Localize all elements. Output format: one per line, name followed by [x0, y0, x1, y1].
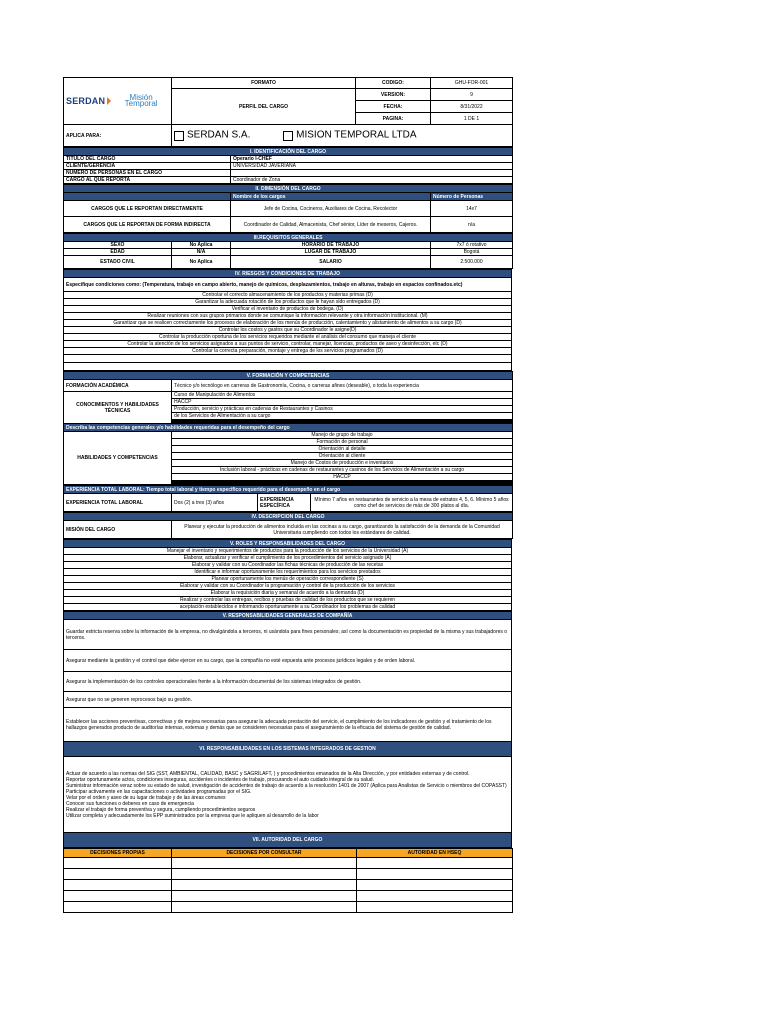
formacion-table: [63, 371, 513, 485]
lugar-value: Bogotá: [431, 249, 513, 256]
riesgos-header: IV. RIESGOS Y CONDICIONES DE TRABAJO: [64, 270, 512, 278]
dimension-table: [63, 184, 513, 233]
formato-label: FORMATO: [172, 78, 356, 89]
roles-table: [63, 539, 512, 611]
autoridad-cell: [357, 858, 513, 869]
perfil-del-cargo-sheet: [63, 77, 512, 913]
compania-item: Establecer las acciones preventivas, correctivas y de mejora necesarias para asegurar la adecuada prestación del servicio, el cumplimiento de los indicadores de gestión y el tratamiento de los hallazgos generados producto de auditorías internas, externas y demás que se consideren necesarias para el aseguramiento de la eficacia del sistema de gestión de calidad.: [64, 708, 512, 742]
sig-item: Suministrar información veraz sobre su estado de salud, investigación de accidentes de trabajo de acuerdo a la resolución 1401 de 2007 (Aplica para Analistas de Servicio o miembros del COPASST): [66, 782, 507, 789]
civil-label: ESTADO CIVIL: [64, 256, 172, 269]
sig-item: Velar por el orden y aseo de su lugar de trabajo y de las áreas comunes: [66, 794, 226, 801]
conocimientos-label: CONOCIMIENTOS Y HABILIDADES TÉCNICAS: [64, 392, 172, 424]
rol-item: Manejar el inventario y requerimientos de productos para la producción de los servicios de la Universidad (A): [64, 548, 512, 555]
habilidad-item: HACCP: [172, 474, 513, 481]
id-value: Coordinador de Zona: [231, 177, 513, 184]
riesgo-item: Garantizar la adecuada rotación de los productos que le hayan sido entregados (D): [64, 299, 512, 306]
mision-option-label: MISION TEMPORAL LTDA: [296, 128, 417, 140]
mision-value: Planear y ejecutar la producción de alimentos incluida en las cocinas a su cargo, garantizando la satisfacción de la demanda de la Comunidad Universitaria cumpliendo con todos los estándares de calidad.: [172, 521, 513, 539]
edad-value: N/A: [172, 249, 231, 256]
id-key: CARGO AL QUE REPORTA: [64, 177, 231, 184]
riesgo-item: Verificar el inventario de productos de bodega. (D): [64, 306, 512, 313]
exp-especifica-value: Mínimo 7 años en restaurantes de servicio a la mesa de estratos 4, 5, 6. Mínimo 5 años como chef de servicios de más de 300 platos al día.: [311, 494, 513, 512]
sig-item: Participar activamente en las capacitaciones o actividades programadas por el SIG.: [66, 788, 252, 795]
aplica-label: APLICA PARA:: [64, 125, 172, 147]
academica-label: FORMACIÓN ACADÉMICA: [64, 380, 172, 392]
experiencia-intro: EXPERIENCIA TOTAL LABORAL: Tiempo total laboral y tiempo especifico requerido para el desempeño en el cargo: [64, 486, 513, 494]
autoridad-cell: [64, 880, 172, 891]
dim-key: CARGOS QUE LE REPORTAN DE FORMA INDIRECTA: [64, 217, 231, 233]
rol-item: Identificar e informar oportunamente los requerimientos para los servicios prestados: [64, 569, 512, 576]
autoridad-header: VII. AUTORIDAD DEL CARGO: [64, 833, 512, 848]
requisitos-header: III.REQUISITOS GENERALES: [64, 234, 513, 242]
habilidad-item: Orientación al cliente: [172, 453, 513, 460]
salario-label: SALARIO: [231, 256, 431, 269]
rol-item: Elaborar la requisición diaria y semanal de acuerdo a la demanda (D): [64, 590, 512, 597]
sig-item: Utilizar completa y adecuadamente los EPP suministrados por la empresa que le apliquen al desarrollo de la labor: [66, 812, 319, 819]
riesgos-intro: Especifique condiciones como: (Temperatura, trabajo en campo abierto, manejo de químicos, desplazamientos, trabajo en alturas, trabajo en espacios confinados.etc): [64, 278, 512, 292]
logo-arrow-icon: [107, 97, 111, 105]
habilidad-item: Formación de personal: [172, 439, 513, 446]
compania-item: Asegurar la implementación de los controles operacionales frente a la información documental de los sistemas integrados de gestión.: [64, 672, 512, 692]
autoridad-cell: [357, 880, 513, 891]
edad-label: EDAD: [64, 249, 172, 256]
dim-value: Jefe de Cocina, Cocineros, Auxiliares de Cocina, Recolector: [231, 201, 431, 217]
dim-num: n/a: [431, 217, 513, 233]
riesgo-item: Controlar la producción oportuna de los servicios requeridos mediante el análisis del consumo que maneja el cliente: [64, 334, 512, 341]
formacion-header: V. FORMACIÓN Y COMPETENCIAS: [64, 372, 513, 380]
col-num: Número de Personas: [431, 193, 513, 201]
dim-num: 14x7: [431, 201, 513, 217]
header-table: [63, 77, 513, 147]
riesgos-table: [63, 269, 512, 371]
autoridad-cell: [64, 869, 172, 880]
lugar-label: LUGAR DE TRABAJO: [231, 249, 431, 256]
autoridad-cell: [172, 891, 357, 902]
blank-row: [64, 363, 512, 371]
sig-item: Actuar de acuerdo a las normas del SIG (SST, AMBIENTAL, CALIDAD, BASC y SAGRILAFT, ) y procedimientos emanados de la Alta Dirección, y por entidades externas y de control.: [66, 770, 470, 777]
fecha-label: FECHA:: [356, 101, 431, 113]
habilidades-label: HABILIDADES Y COMPETENCIAS: [64, 432, 172, 485]
id-key: TITULO DEL CARGO: [64, 156, 231, 163]
sig-items-cell: [64, 757, 512, 833]
codigo-label: CODIGO:: [356, 78, 431, 89]
id-value: [231, 170, 513, 177]
codigo-value: GHU-FOR-001: [431, 78, 513, 89]
autoridad-cell: [172, 880, 357, 891]
conocimiento-item: Producción, servicio y prácticas en cadenas de Restaurantes y Casinos: [172, 406, 513, 413]
roles-header: V. ROLES Y RESPONSABILIDADES DEL CARGO: [64, 540, 512, 548]
exp-total-label: EXPERIENCIA TOTAL LABORAL: [64, 494, 172, 512]
blank-row: [64, 355, 512, 363]
mision-checkbox[interactable]: [283, 131, 293, 141]
pagina-value: 1 DE 1: [431, 113, 513, 125]
id-value: UNIVERSIDAD JAVERIANA: [231, 163, 513, 170]
habilidad-item: Manejo de Costos de producción e inventarios: [172, 460, 513, 467]
rol-item: Elaborar y validar con su Coordinador las fichas técnicas de producción de las recetas: [64, 562, 512, 569]
autoridad-cell: [357, 902, 513, 913]
logo-sub-text: Misión Temporal: [124, 93, 158, 108]
col-decisiones-propias: DECISIONES PROPIAS: [64, 849, 172, 858]
rol-item: Planear oportunamente los menús de operación correspondiente (S): [64, 576, 512, 583]
sig-item: Conocer sus funciones o deberes en caso de emergencia: [66, 800, 194, 807]
habilidades-intro: Describa las competencias generales y/o habilidades requeridas para el desempeño del cargo: [64, 424, 513, 432]
exp-especifica-label: EXPERIENCIA ESPECÍFICA: [258, 494, 311, 512]
autoridad-cell: [64, 858, 172, 869]
serdan-option-label: SERDAN S.A.: [187, 128, 251, 140]
horario-label: HORARIO DE TRABAJO: [231, 242, 431, 249]
habilidad-item: Inclusión laboral - prácticas en cadenas de restaurantes y casinos de los Servicios de Alimentación a su cargo: [172, 467, 513, 474]
habilidad-item: Manejo de grupo de trabajo: [172, 432, 513, 439]
col-decisiones-consultar: DECISIONES POR CONSULTAR: [172, 849, 357, 858]
conocimiento-item: HACCP: [172, 399, 513, 406]
dimension-blank: [64, 193, 231, 201]
serdan-logo: [66, 95, 169, 107]
dimension-header: II. DIMENSIÓN DEL CARGO: [64, 185, 513, 193]
compania-header: V. RESPONSABILIDADES GENERALES DE COMPAÑÍA: [64, 612, 512, 620]
logo-cell: [64, 78, 172, 125]
descripcion-table: [63, 512, 513, 539]
mision-label: MISIÓN DEL CARGO: [64, 521, 172, 539]
autoridad-cell: [172, 858, 357, 869]
compania-table: [63, 611, 512, 848]
habilidad-item: Orientación al detalle: [172, 446, 513, 453]
sexo-value: No Aplica: [172, 242, 231, 249]
autoridad-cell: [357, 869, 513, 880]
rol-item: Elaborar, actualizar y verificar el cumplimiento de los procedimientos del servicio asignado (A): [64, 555, 512, 562]
identificacion-table: [63, 147, 513, 184]
identificacion-header: I. IDENTIFICACIÓN DEL CARGO: [64, 148, 513, 156]
autoridad-cell: [172, 902, 357, 913]
compania-item: Guardar estricta reserva sobre la información de la empresa, no divulgándola a terceros, ni usándola para fines personales; así como la documentación es propiedad de la misma y sus trabajadores o terceros.: [64, 620, 512, 650]
sig-item: Reportar oportunamente actos, condiciones inseguras, accidentes o incidentes de trabajo, procurando el auto cuidado integral de su salud.: [66, 776, 374, 783]
civil-value: No Aplica: [172, 256, 231, 269]
dim-value: Coordinador de Calidad, Almacenista, Chef sénior, Líder de meseros, Cajeros.: [231, 217, 431, 233]
academica-value: Técnico y/o tecnólogo en carreras de Gastronomía, Cocina, o carreras afines (deseable), o toda la experiencia: [172, 380, 513, 392]
riesgo-item: Controlar la atención de los servicios asignados a sus puntos de servicio, controlar, manejar, licencias, productos de aseo y desinfección, etc (D): [64, 341, 512, 348]
rol-item: Realizar y controlar las entregas, recibos y pruebas de calidad de los productos que se requieren: [64, 597, 512, 604]
compania-item: Asegurar mediante la gestión y el control que debe ejercer en su cargo, que la compañía no esté expuesta ante procesos jurídicos legales y de orden laboral.: [64, 650, 512, 672]
col-autoridad-hseq: AUTORIDAD EN HSEQ: [357, 849, 513, 858]
pagina-label: PAGINA:: [356, 113, 431, 125]
fecha-value: 8/31/2022: [431, 101, 513, 113]
exp-total-value: Dos (2) a tres (3) años: [172, 494, 258, 512]
riesgo-item: Realizar reuniones con sus grupos primarios donde se comunique la información relevante y otra información institucional. (M): [64, 313, 512, 320]
requisitos-table: [63, 233, 513, 269]
sexo-label: SEXO: [64, 242, 172, 249]
sig-header: VI. RESPONSABILIDADES EN LOS SISTEMAS INTEGRADOS DE GESTION: [64, 742, 512, 757]
riesgo-item: Controlar los costos y gastos que su Coordinador le asigne(D): [64, 327, 512, 334]
autoridad-table: [63, 848, 513, 913]
autoridad-cell: [172, 869, 357, 880]
autoridad-cell: [64, 902, 172, 913]
horario-value: 7x7 ó rotativo: [431, 242, 513, 249]
sig-item: Realizar el trabajo de forma preventiva y segura, cumpliendo procedimientos seguros: [66, 806, 256, 813]
id-value: Operario I-CHEF: [231, 156, 513, 163]
riesgo-item: Controlar la correcta preparación, montaje y entrega de los servicios programados (D): [64, 348, 512, 355]
conocimiento-item: de los Servicios de Alimentación a su cargo: [172, 413, 513, 420]
serdan-checkbox[interactable]: [174, 131, 184, 141]
riesgo-item: Controlar el correcto almacenamiento de los productos y materias primas (D): [64, 292, 512, 299]
id-key: CLIENTE/GERENCIA: [64, 163, 231, 170]
perfil-title: PERFIL DEL CARGO: [172, 89, 356, 125]
descripcion-header: IV. DESCRIPCION DEL CARGO: [64, 513, 513, 521]
salario-value: 2.500.000: [431, 256, 513, 269]
logo-brand-text: SERDAN: [66, 96, 106, 106]
autoridad-cell: [357, 891, 513, 902]
dim-key: CARGOS QUE LE REPORTAN DIRECTAMENTE: [64, 201, 231, 217]
rol-item: Elaborar y validar con su Coordinador la programación y control de la producción de los servicios: [64, 583, 512, 590]
autoridad-cell: [64, 891, 172, 902]
aplica-options: [172, 125, 513, 147]
conocimiento-item: Curso de Manipulación de Alimentos: [172, 392, 513, 399]
rol-item: aceptación establecidos e informando oportunamente a su Coordinador los problemas de calidad: [64, 604, 512, 611]
experiencia-table: [63, 485, 513, 512]
compania-item: Asegurar que no se generen reprocesos bajo su gestión.: [64, 692, 512, 708]
riesgo-item: Garantizar que se realicen correctamente los procesos de elaboración de los menús de producción, calentamiento y alistamiento de alimentos a su cargo (D): [64, 320, 512, 327]
version-value: 9: [431, 89, 513, 101]
col-nombre: Nombre de los cargos: [231, 193, 431, 201]
version-label: VERSION:: [356, 89, 431, 101]
id-key: NUMERO DE PERSONAS EN EL CARGO: [64, 170, 231, 177]
